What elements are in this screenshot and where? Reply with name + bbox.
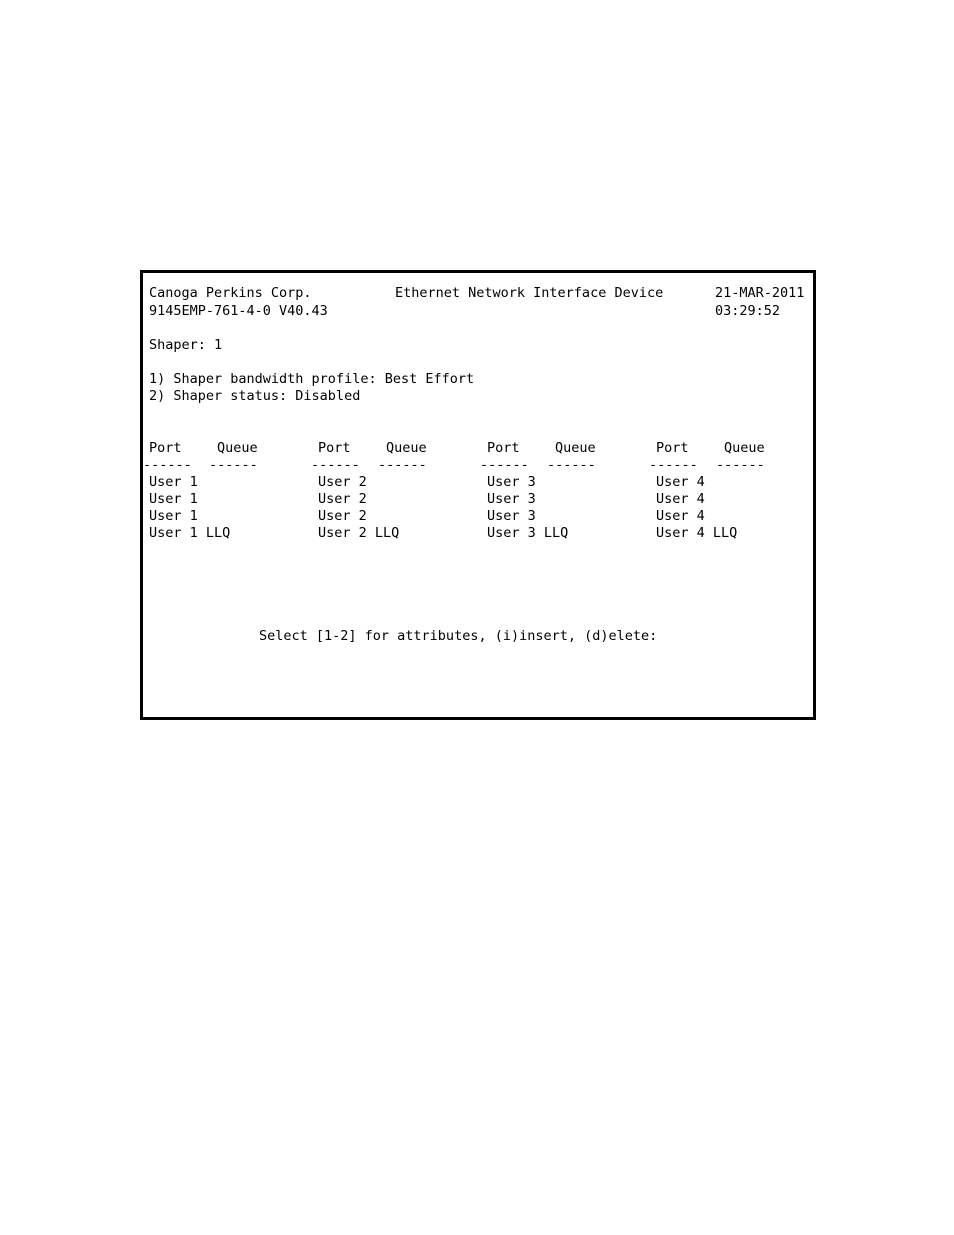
table-cell: User 3	[487, 508, 536, 524]
col-header-port-1: Port	[149, 440, 182, 456]
col-header-queue-4: Queue	[724, 440, 765, 456]
table-cell: User 2 LLQ	[318, 525, 400, 541]
col-underline-port-4: ------	[649, 457, 698, 473]
table-cell: User 1	[149, 491, 198, 507]
messages-rule	[143, 663, 811, 680]
messages-area	[143, 681, 811, 715]
table-cell: User 3 LLQ	[487, 525, 569, 541]
col-underline-port-2: ------	[311, 457, 360, 473]
col-header-port-3: Port	[487, 440, 520, 456]
col-underline-port-1: ------	[143, 457, 192, 473]
table-cell: User 2	[318, 491, 367, 507]
shaper-number: Shaper: 1	[149, 337, 223, 353]
table-cell: User 2	[318, 474, 367, 490]
menu-option-shaper-status[interactable]: 2) Shaper status: Disabled	[149, 388, 361, 404]
col-header-port-2: Port	[318, 440, 351, 456]
terminal-window	[140, 270, 816, 720]
company-name: Canoga Perkins Corp.	[149, 285, 312, 301]
table-cell: User 4 LLQ	[656, 525, 738, 541]
table-cell: User 1	[149, 474, 198, 490]
col-underline-queue-2: ------	[378, 457, 427, 473]
col-header-port-4: Port	[656, 440, 689, 456]
section-title-rule	[143, 320, 811, 337]
col-underline-port-3: ------	[480, 457, 529, 473]
col-underline-queue-1: ------	[209, 457, 258, 473]
col-header-queue-3: Queue	[555, 440, 596, 456]
table-cell: User 1 LLQ	[149, 525, 231, 541]
table-cell: User 1	[149, 508, 198, 524]
menu-option-bandwidth-profile[interactable]: 1) Shaper bandwidth profile: Best Effort	[149, 371, 475, 387]
col-underline-queue-3: ------	[547, 457, 596, 473]
col-underline-queue-4: ------	[716, 457, 765, 473]
model-version: 9145EMP-761-4-0 V40.43	[149, 303, 328, 319]
command-prompt[interactable]: Select [1-2] for attributes, (i)insert, (d)elete:	[259, 628, 658, 644]
table-cell: User 4	[656, 474, 705, 490]
current-date: 21-MAR-2011	[715, 285, 805, 301]
table-cell: User 4	[656, 508, 705, 524]
table-cell: User 3	[487, 474, 536, 490]
device-title: Ethernet Network Interface Device	[395, 285, 664, 301]
table-cell: User 2	[318, 508, 367, 524]
table-cell: User 3	[487, 491, 536, 507]
current-time: 03:29:52	[715, 303, 781, 319]
table-cell: User 4	[656, 491, 705, 507]
col-header-queue-2: Queue	[386, 440, 427, 456]
col-header-queue-1: Queue	[217, 440, 258, 456]
